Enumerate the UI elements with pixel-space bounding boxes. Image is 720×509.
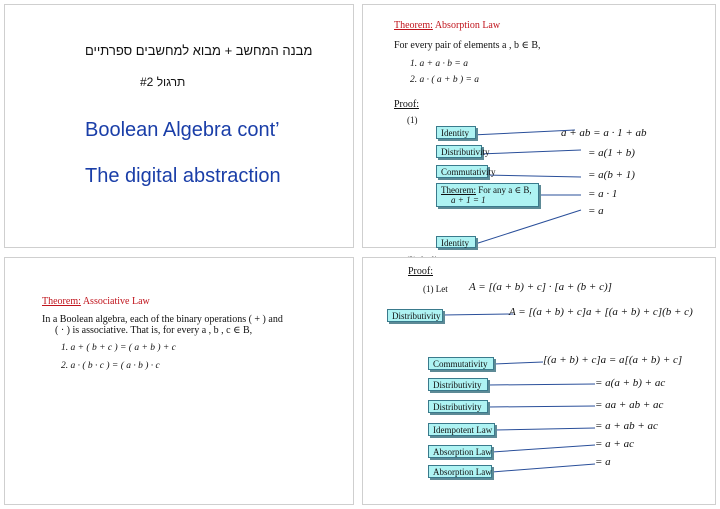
annotation-commutativity: Commutativity xyxy=(436,165,488,178)
proof-step-3: = a(b + 1) xyxy=(588,169,635,181)
let-label: (1) Let xyxy=(423,284,448,294)
proof-label: Proof: xyxy=(394,99,419,110)
assoc-step-1: A = [(a + b) + c]a + [(a + b) + c](b + c) xyxy=(509,306,693,318)
annotation-theorem-box: Theorem: For any a ∈ B, a + 1 = 1 xyxy=(436,183,539,207)
let-equation: A = [(a + b) + c] · [a + (b + c)] xyxy=(469,281,612,293)
assoc-step-3: = a(a + b) + ac xyxy=(595,377,666,389)
annotation-distributivity-c: Distributivity xyxy=(428,378,488,391)
slide-4 xyxy=(362,257,716,505)
slide-2 xyxy=(362,4,716,248)
annotation-absorption-2: Absorption Law xyxy=(428,465,492,478)
annotation-distributivity: Distributivity xyxy=(436,145,482,158)
annotation-distributivity-a: Distributivity xyxy=(387,309,443,322)
annotation-absorption-1: Absorption Law xyxy=(428,445,492,458)
annotation-commutativity-b: Commutativity xyxy=(428,357,494,370)
proof-step-2: = a(1 + b) xyxy=(588,147,635,159)
assoc-step-2: [(a + b) + c]a = a[(a + b) + c] xyxy=(543,354,683,366)
slide-title-1: Boolean Algebra cont’ xyxy=(85,119,280,141)
annotation-distributivity-d: Distributivity xyxy=(428,400,488,413)
theorem-heading: Theorem: Absorption Law xyxy=(394,20,501,31)
proof-step-5: = a xyxy=(588,205,604,217)
annotation-identity: Identity xyxy=(436,126,476,139)
proof-step-4: = a · 1 xyxy=(588,188,618,200)
annotation-identity-2: Identity xyxy=(436,236,476,248)
assoc-step-7: = a xyxy=(595,456,611,468)
annotation-idempotent: Idempotent Law xyxy=(428,423,495,436)
slide-3 xyxy=(4,257,354,505)
proof-label-2: Proof: xyxy=(408,266,433,277)
proof-step-1: a + ab = a · 1 + ab xyxy=(561,127,647,139)
assoc-step-4: = aa + ab + ac xyxy=(595,399,664,411)
hebrew-title: מבנה המחשב + מבוא למחשבים ספרתיים xyxy=(85,43,313,58)
slide-title-2: The digital abstraction xyxy=(85,165,281,187)
assoc-theorem-heading: Theorem: Associative Law xyxy=(42,296,150,307)
hebrew-subtitle: תרגול #2 xyxy=(140,75,186,89)
law-item-2: 2. a · ( a + b ) = a xyxy=(410,75,480,85)
assoc-intro-1: In a Boolean algebra, each of the binary operations ( + ) and xyxy=(42,314,283,325)
assoc-step-6: = a + ac xyxy=(595,438,634,450)
proof-part-1: (1) xyxy=(407,115,418,125)
slide-1 xyxy=(4,4,354,248)
assoc-item-2: 2. a · ( b · c ) = ( a · b ) · c xyxy=(61,361,160,371)
theorem-intro: For every pair of elements a , b ∈ B, xyxy=(394,40,541,51)
assoc-step-5: = a + ab + ac xyxy=(595,420,658,432)
assoc-intro-2: ( · ) is associative. That is, for every a , b , c ∈ B, xyxy=(55,325,253,336)
law-item-1: 1. a + a · b = a xyxy=(410,59,468,69)
assoc-item-1: 1. a + ( b + c ) = ( a + b ) + c xyxy=(61,343,176,353)
